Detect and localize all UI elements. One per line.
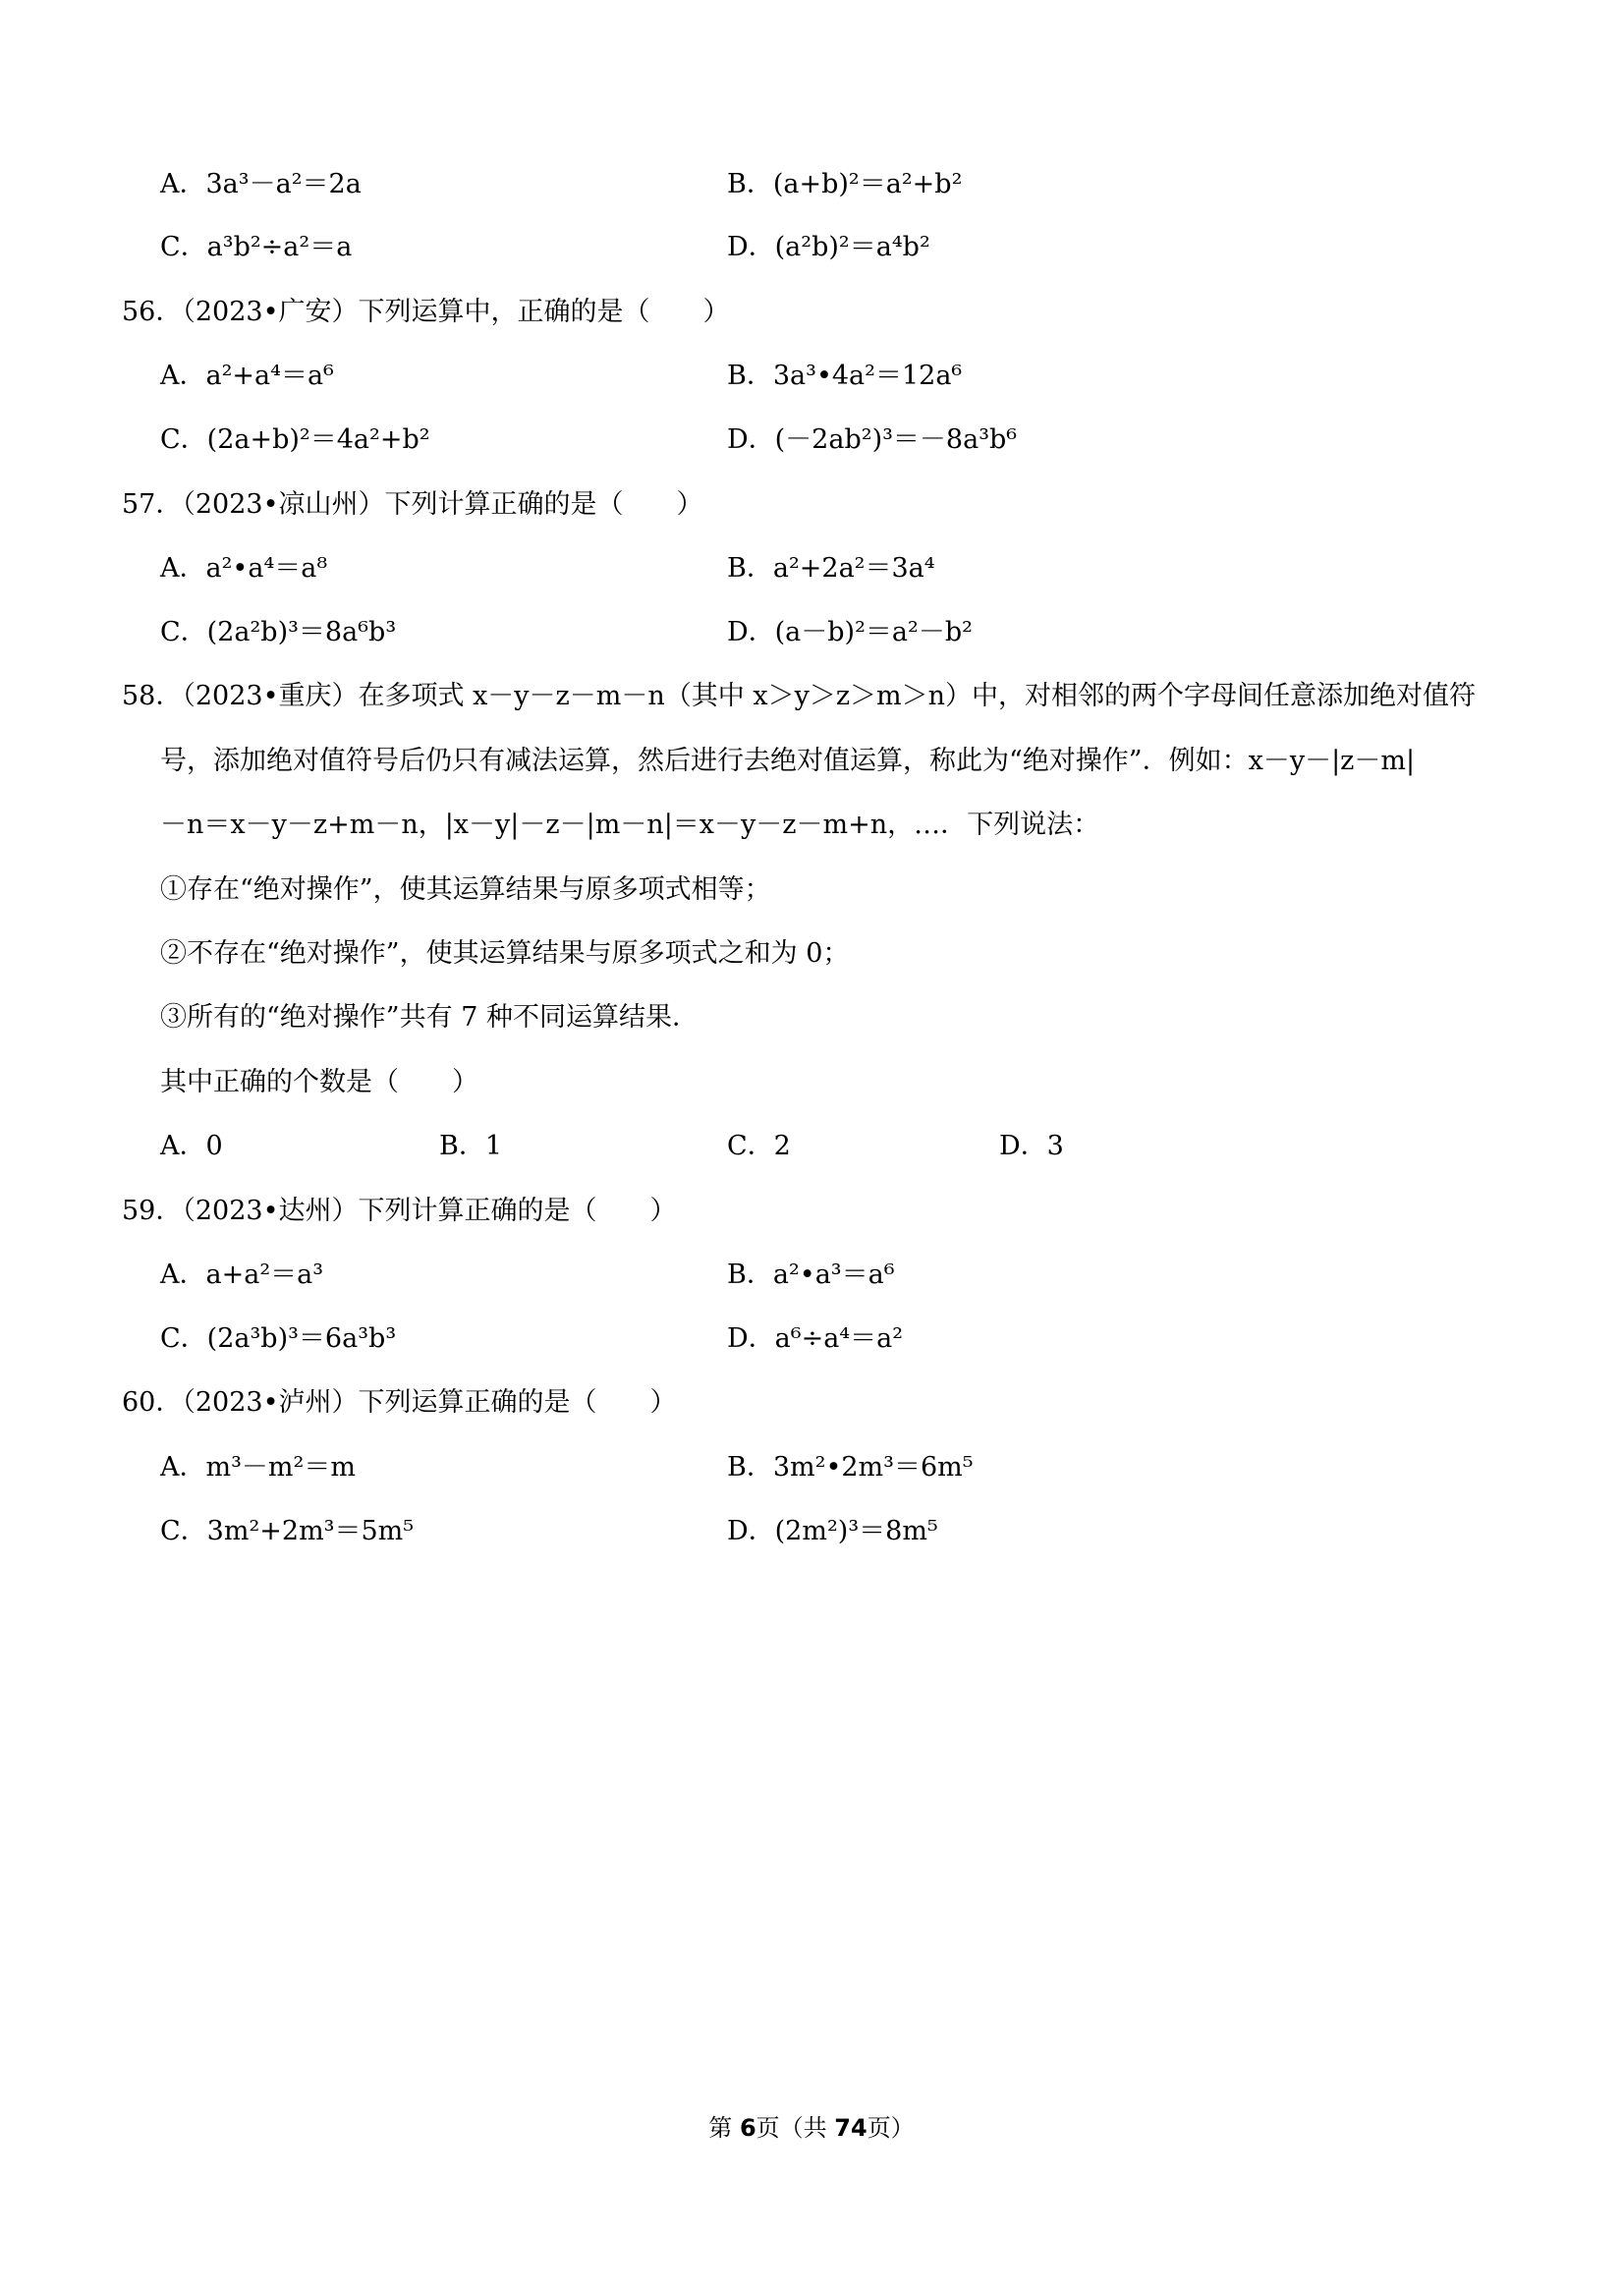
q55-option-b: B．(a+b)²＝a²+b² (727, 169, 963, 199)
q55-option-a: A．3a³－a²＝2a (160, 169, 362, 199)
q58-option-a: A．0 (160, 1131, 223, 1161)
footer-middle: 页（共 (756, 2114, 835, 2142)
q59-stem: 59．（2023•达州）下列计算正确的是（ ） (122, 1196, 677, 1226)
q57-stem: 57．（2023•凉山州）下列计算正确的是（ ） (122, 489, 703, 520)
q58-statement-1: ①存在“绝对操作”，使其运算结果与原多项式相等； (160, 874, 771, 905)
q57-option-a: A．a²•a⁴＝a⁸ (160, 553, 328, 584)
q58-option-c: C．2 (727, 1131, 791, 1161)
q55-option-c: C．a³b²÷a²＝a (160, 232, 353, 262)
footer-total-pages: 74 (834, 2114, 867, 2142)
footer-prefix: 第 (708, 2114, 740, 2142)
q58-question: 其中正确的个数是（ ） (160, 1067, 478, 1097)
q60-option-c: C．3m²+2m³＝5m⁵ (160, 1516, 415, 1546)
q58-stem-line3: －n＝x－y－z+m－n，|x－y|－z－|m－n|＝x－y－z－m+n，…．下列说法： (160, 810, 1100, 840)
q59-option-a: A．a+a²＝a³ (160, 1260, 324, 1290)
q56-option-a: A．a²+a⁴＝a⁶ (160, 361, 334, 391)
q55-option-d: D．(a²b)²＝a⁴b² (727, 232, 930, 262)
q58-stem-line2: 号，添加绝对值符号后仍只有减法运算，然后进行去绝对值运算，称此为“绝对操作”．例如：x－y－|z－m| (160, 746, 1416, 776)
q58-stem-line1: 58．（2023•重庆）在多项式 x－y－z－m－n（其中 x＞y＞z＞m＞n）中，对相邻的两个字母间任意添加绝对值符 (122, 681, 1477, 711)
q60-stem: 60．（2023•泸州）下列运算正确的是（ ） (122, 1387, 677, 1418)
q57-option-b: B．a²+2a²＝3a⁴ (727, 553, 935, 584)
q58-statement-3: ③所有的“绝对操作”共有 7 种不同运算结果． (160, 1002, 699, 1033)
q56-option-c: C．(2a+b)²＝4a²+b² (160, 424, 430, 455)
q57-option-c: C．(2a²b)³＝8a⁶b³ (160, 617, 397, 647)
q60-option-b: B．3m²•2m³＝6m⁵ (727, 1452, 974, 1483)
q60-option-a: A．m³－m²＝m (160, 1452, 356, 1483)
footer-suffix: 页） (867, 2114, 915, 2142)
q59-option-b: B．a²•a³＝a⁶ (727, 1260, 895, 1290)
q60-option-d: D．(2m²)³＝8m⁵ (727, 1516, 938, 1546)
q56-option-d: D．(－2ab²)³＝－8a³b⁶ (727, 424, 1018, 455)
q56-stem: 56．（2023•广安）下列运算中，正确的是（ ） (122, 297, 730, 327)
q59-option-c: C．(2a³b)³＝6a³b³ (160, 1323, 397, 1354)
q57-option-d: D．(a－b)²＝a²－b² (727, 617, 973, 647)
footer-page-number: 6 (739, 2114, 756, 2142)
q58-option-b: B．1 (439, 1131, 503, 1161)
q56-option-b: B．3a³•4a²＝12a⁶ (727, 361, 963, 391)
q59-option-d: D．a⁶÷a⁴＝a² (727, 1323, 904, 1354)
q58-statement-2: ②不存在“绝对操作”，使其运算结果与原多项式之和为 0； (160, 938, 850, 969)
page-footer (0, 2108, 1623, 2143)
q58-option-d: D．3 (999, 1131, 1064, 1161)
